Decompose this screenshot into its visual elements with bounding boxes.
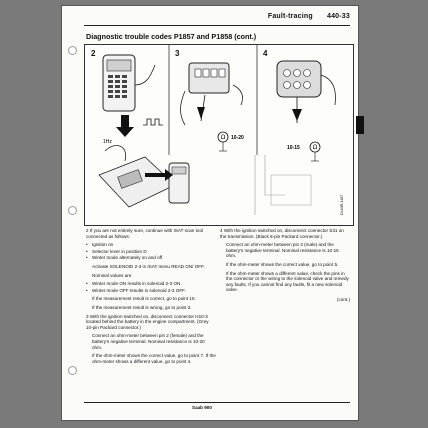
list-item: • Selector lever in position D	[92, 249, 216, 255]
figure-code: D440R-1487	[340, 194, 344, 215]
list-item: • Ignition on	[92, 242, 216, 248]
bullet-list-a	[86, 242, 216, 261]
panel-number-4: 4	[263, 49, 268, 58]
step-4-text: 4 With the ignition switched on, disconnect connector S31 on the transmission. (Black 8-pin Packard connector.)	[220, 228, 344, 239]
right-column	[220, 228, 350, 306]
binder-hole	[68, 206, 77, 215]
page-title: Diagnostic trouble codes P1857 and P1858 (cont.)	[86, 32, 257, 41]
arrow-marker-icon	[197, 107, 205, 119]
frequency-label: 1Hz	[103, 139, 112, 145]
step-2-intro: 2 If you are not entirely sure, continue with ISAT scan tool connected as follows:	[86, 228, 204, 239]
resistance-reading-3: 10-20	[231, 135, 244, 141]
section-title: Fault-tracing	[267, 13, 313, 20]
bullet-list-b	[86, 281, 216, 293]
scan-tool-drawing	[103, 55, 155, 111]
list-item: • Winter mode ON results in solenoid 2-3 ON.	[92, 281, 216, 287]
page-number: 440-33	[327, 13, 350, 20]
step-4-result-bad: If the ohm-meter shows a different value, check the pins in the connector or the wiring to the solenoid valve and remedy any faults. If you cannot find any faults, fit a new solenoid valve.	[226, 270, 349, 293]
binder-hole	[68, 46, 77, 55]
step-3-measure: Connect an ohm-meter between pin 2 (female) and the battery's negative terminal. Nominal resistance is 10-20 ohm.	[92, 333, 205, 350]
result-ok-text: If the measurement result is correct, go to point 10.	[92, 296, 196, 302]
binder-hole	[68, 366, 77, 375]
step-4-result-ok: If the ohm-meter shows the correct value, go to point 5.	[226, 261, 339, 267]
step-4-measure: Connect an ohm-meter between pin 3 (male) and the battery's negative terminal. Nominal resistance is 10-15 ohm.	[226, 242, 339, 259]
nominal-text: Nominal values are	[92, 272, 132, 278]
step-3-text: 3 With the ignition switched on, disconnect connector H10-3 located behind the battery in the engine compartment. (Grey 10-pin Packard connector.)	[86, 313, 209, 330]
figure-illustration	[85, 45, 353, 225]
connector-h10-drawing	[181, 63, 243, 125]
down-arrow-icon	[116, 115, 134, 137]
list-item: • Winter mode OFF results in solenoid 2-3 OFF.	[92, 288, 216, 294]
step-3-result: If the ohm-meter shows the correct value, go to point 7. If the ohm-meter shows a different value, go to point 4.	[92, 353, 216, 364]
manual-page	[62, 6, 358, 420]
continued-note: (cont.)	[336, 296, 350, 302]
footer-rule	[84, 402, 350, 403]
result-bad-text: If the measurement result is wrong, go to point 3.	[92, 304, 192, 310]
activate-text: Activate SOLENOID 2-3 in ISAT menu READ ON/ OFF.	[92, 263, 205, 269]
left-column	[86, 228, 216, 367]
panel-number-3: 3	[175, 49, 180, 58]
resistance-reading-4: 10-15	[287, 145, 300, 151]
header-rule	[84, 25, 350, 26]
thumb-index-tab	[356, 116, 364, 134]
footer-label: Saab 900	[192, 405, 212, 410]
list-item: • Winter mode alternately on and off	[92, 255, 216, 261]
ohm-symbol: Ω	[220, 134, 226, 141]
arrow-marker-icon	[292, 109, 302, 121]
pulse-wave-icon	[143, 119, 163, 125]
diagnostic-figure	[84, 44, 354, 226]
ohm-symbol: Ω	[312, 144, 318, 151]
page-header	[256, 13, 350, 20]
connector-s31-drawing	[277, 61, 335, 105]
panel-number-2: 2	[91, 49, 96, 58]
scan-tool-in-car-drawing	[99, 146, 189, 207]
